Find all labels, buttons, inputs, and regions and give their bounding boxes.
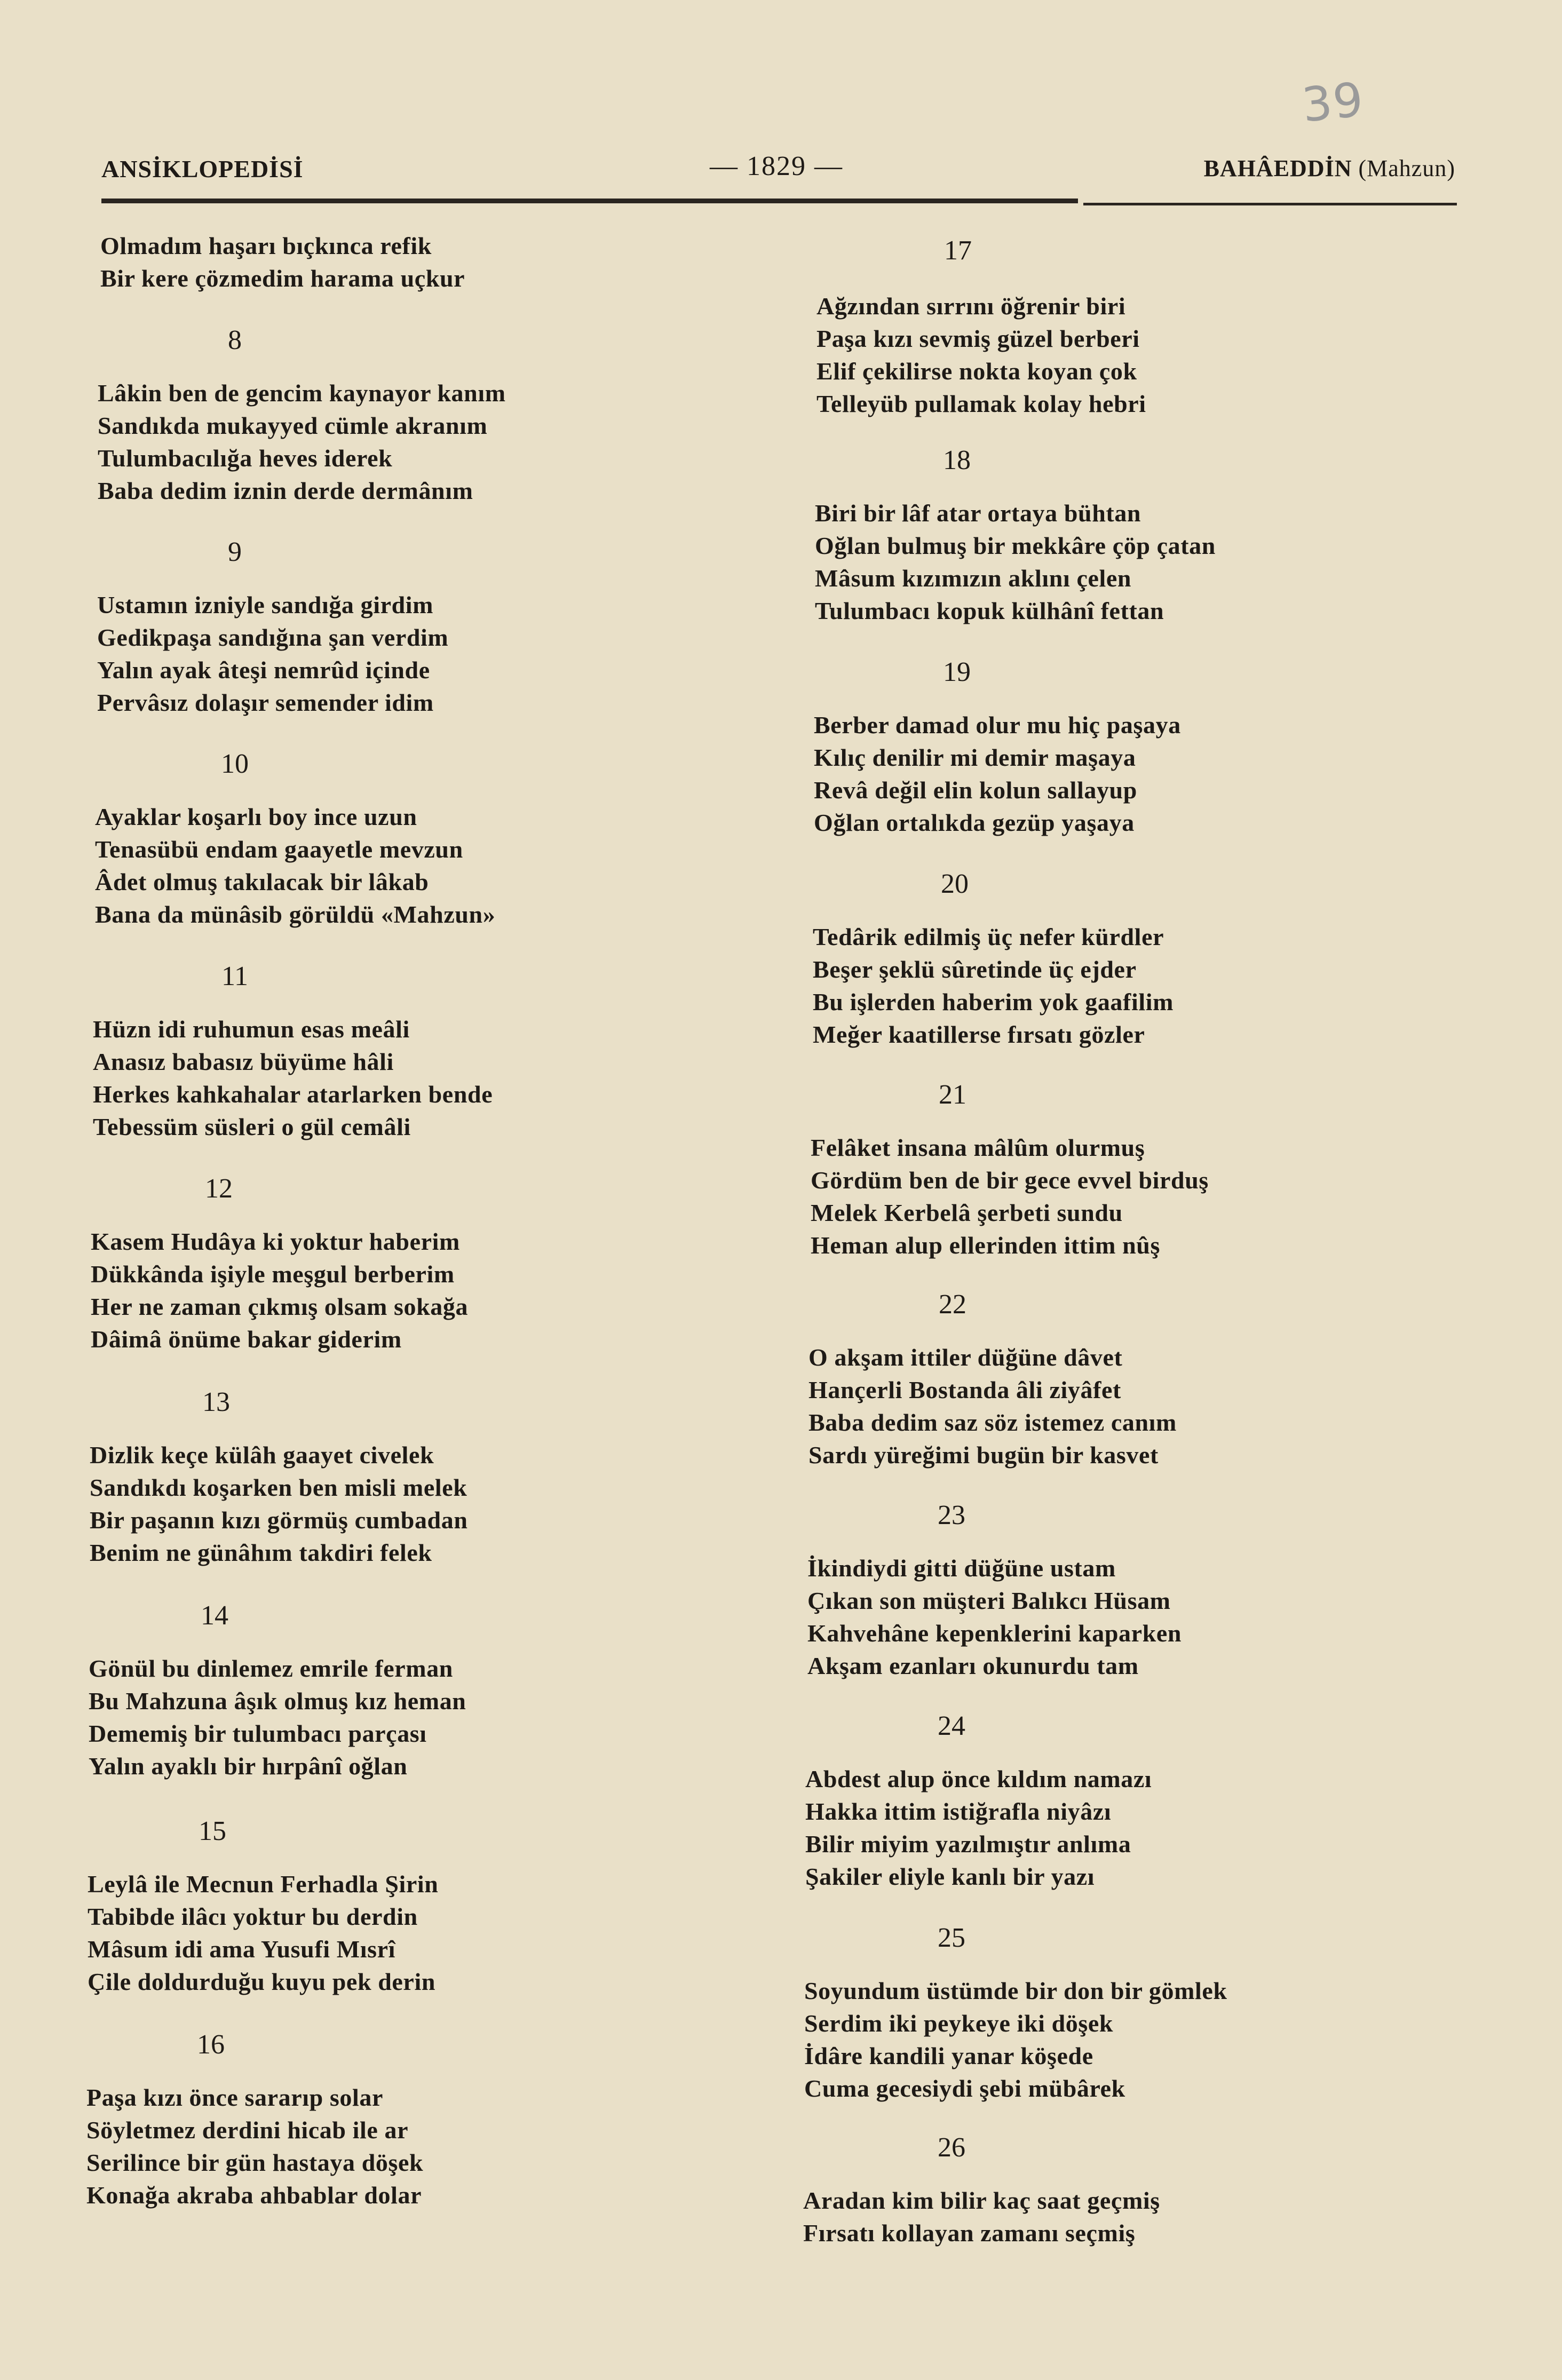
verse-line: Dememiş bir tulumbacı parçası	[89, 1720, 427, 1747]
verse-line: Dâimâ önüme bakar giderim	[91, 1326, 402, 1353]
verse-line: Ayaklar koşarlı boy ince uzun	[95, 803, 417, 830]
verse-line: Dizlik keçe külâh gaayet civelek	[90, 1441, 434, 1469]
verse-line: Meğer kaatillerse fırsatı gözler	[813, 1021, 1145, 1048]
header-rule	[101, 199, 1078, 203]
stanza-number: 22	[939, 1289, 966, 1320]
stanza-number: 14	[201, 1600, 228, 1631]
verse-line: Olmadım haşarı bıçkınca refik	[100, 232, 432, 259]
verse-line: Biri bir lâf atar ortaya bühtan	[815, 499, 1141, 527]
verse-line: Fırsatı kollayan zamanı seçmiş	[803, 2219, 1136, 2247]
verse-line: Âdet olmuş takılacak bir lâkab	[95, 868, 429, 895]
verse-line: Sandıkdı koşarken ben misli melek	[90, 1474, 467, 1501]
stanza-number: 12	[205, 1173, 233, 1204]
verse-line: Serdim iki peykeye iki döşek	[804, 2010, 1114, 2037]
verse-line: İkindiydi gitti düğüne ustam	[807, 1554, 1116, 1582]
verse-line: Tedârik edilmiş üç nefer kürdler	[813, 923, 1164, 950]
verse-line: Baba dedim saz söz istemez canım	[808, 1409, 1177, 1436]
stanza-number: 26	[938, 2132, 965, 2163]
stanza-number: 19	[943, 657, 971, 687]
verse-line: Soyundum üstümde bir don bir gömlek	[804, 1977, 1227, 2004]
stanza-number: 16	[197, 2029, 225, 2060]
verse-line: Heman alup ellerinden ittim nûş	[811, 1232, 1160, 1259]
verse-line: Tulumbacılığa heves iderek	[98, 445, 393, 472]
page-header	[96, 150, 1455, 193]
verse-line: Kahvehâne kepenklerini kaparken	[807, 1620, 1182, 1647]
stanza-number: 13	[202, 1387, 230, 1417]
header-left-title: ANSİKLOPEDİSİ	[101, 155, 304, 183]
stanza-number: 10	[221, 749, 249, 779]
verse-line: Tebessüm süsleri o gül cemâli	[93, 1113, 411, 1140]
verse-line: Pervâsız dolaşır semender idim	[97, 689, 434, 716]
verse-line: Şakiler eliyle kanlı bir yazı	[805, 1863, 1095, 1890]
verse-line: Herkes kahkahalar atarlarken bende	[93, 1081, 493, 1108]
verse-line: İdâre kandili yanar köşede	[804, 2042, 1093, 2069]
verse-line: Çile doldurduğu kuyu pek derin	[88, 1968, 436, 1995]
stanza-number: 18	[943, 445, 971, 475]
verse-line: Mâsum idi ama Yusufi Mısrî	[88, 1935, 396, 1963]
verse-line: Aradan kim bilir kaç saat geçmiş	[803, 2187, 1160, 2214]
verse-line: O akşam ittiler düğüne dâvet	[808, 1344, 1123, 1371]
verse-line: Elif çekilirse nokta koyan çok	[816, 358, 1137, 385]
verse-line: Gedikpaşa sandığına şan verdim	[97, 624, 449, 651]
header-right-main: BAHÂEDDİN	[1203, 155, 1352, 181]
header-rule-right	[1083, 203, 1457, 205]
handwritten-page-number: 39	[1299, 72, 1367, 133]
verse-line: Konağa akraba ahbablar dolar	[86, 2181, 422, 2209]
verse-line: Mâsum kızımızın aklını çelen	[815, 565, 1132, 592]
stanza-number: 24	[938, 1711, 965, 1741]
verse-line: Leylâ ile Mecnun Ferhadla Şirin	[88, 1870, 439, 1898]
verse-line: Hüzn idi ruhumun esas meâli	[93, 1016, 410, 1043]
page-number: — 1829 —	[710, 151, 843, 181]
stanza-number: 25	[938, 1923, 965, 1953]
verse-line: Söyletmez derdini hicab ile ar	[86, 2116, 409, 2144]
verse-line: Gördüm ben de bir gece evvel birduş	[811, 1167, 1209, 1194]
verse-line: Oğlan ortalıkda gezüp yaşaya	[814, 809, 1135, 836]
verse-line: Bu Mahzuna âşık olmuş kız heman	[89, 1687, 466, 1715]
verse-line: Bana da münâsib görüldü «Mahzun»	[95, 901, 496, 928]
verse-line: Ustamın izniyle sandığa girdim	[97, 591, 434, 618]
verse-line: Benim ne günâhım takdiri felek	[90, 1539, 432, 1566]
verse-line: Berber damad olur mu hiç paşaya	[814, 711, 1181, 739]
verse-line: Gönül bu dinlemez emrile ferman	[89, 1655, 453, 1682]
verse-line: Çıkan son müşteri Balıkcı Hüsam	[807, 1587, 1171, 1614]
verse-line: Kılıç denilir mi demir maşaya	[814, 744, 1136, 771]
verse-line: Melek Kerbelâ şerbeti sundu	[811, 1199, 1123, 1226]
verse-line: Lâkin ben de gencim kaynayor kanım	[98, 379, 506, 407]
verse-line: Paşa kızı önce sararıp solar	[86, 2084, 383, 2111]
verse-line: Tenasübü endam gaayetle mevzun	[95, 836, 463, 863]
verse-line: Yalın ayaklı bir hırpânî oğlan	[89, 1752, 408, 1780]
verse-line: Baba dedim iznin derde dermânım	[98, 477, 473, 504]
verse-line: Revâ değil elin kolun sallayup	[814, 776, 1137, 804]
verse-line: Oğlan bulmuş bir mekkâre çöp çatan	[815, 532, 1216, 559]
verse-line: Her ne zaman çıkmış olsam sokağa	[91, 1293, 469, 1320]
verse-line: Hançerli Bostanda âli ziyâfet	[808, 1376, 1121, 1403]
verse-line: Hakka ittim istiğrafla niyâzı	[805, 1798, 1112, 1825]
verse-line: Bir paşanın kızı görmüş cumbadan	[90, 1506, 468, 1534]
verse-line: Sardı yüreğimi bugün bir kasvet	[808, 1441, 1159, 1469]
verse-line: Tabibde ilâcı yoktur bu derdin	[88, 1903, 418, 1930]
verse-line: Sandıkda mukayyed cümle akranım	[98, 412, 488, 439]
header-right-title	[1204, 155, 1455, 182]
verse-line: Kasem Hudâya ki yoktur haberim	[91, 1228, 460, 1255]
verse-line: Yalın ayak âteşi nemrûd içinde	[97, 656, 430, 684]
verse-line: Beşer şeklü sûretinde üç ejder	[813, 956, 1137, 983]
verse-line: Serilince bir gün hastaya döşek	[86, 2149, 424, 2176]
stanza-number: 9	[228, 537, 242, 567]
verse-line: Bu işlerden haberim yok gaafilim	[813, 988, 1174, 1016]
verse-line: Paşa kızı sevmiş güzel berberi	[816, 325, 1140, 352]
stanza-number: 8	[228, 325, 242, 355]
verse-line: Tulumbacı kopuk külhânî fettan	[815, 597, 1164, 624]
verse-line: Bilir miyim yazılmıştır anlıma	[805, 1830, 1131, 1858]
stanza-number: 11	[221, 961, 249, 991]
verse-line: Dükkânda işiyle meşgul berberim	[91, 1260, 455, 1288]
stanza-number: 15	[199, 1816, 226, 1846]
verse-line: Telleyüb pullamak kolay hebri	[816, 390, 1146, 417]
verse-line: Abdest alup önce kıldım namazı	[805, 1765, 1152, 1792]
verse-line: Bir kere çözmedim harama uçkur	[100, 265, 465, 292]
verse-line: Anasız babasız büyüme hâli	[93, 1048, 394, 1075]
verse-line: Ağzından sırrını öğrenir biri	[816, 292, 1126, 320]
verse-line: Akşam ezanları okunurdu tam	[807, 1652, 1139, 1679]
verse-line: Felâket insana mâlûm olurmuş	[811, 1134, 1145, 1161]
stanza-number: 17	[944, 235, 972, 266]
stanza-number: 21	[939, 1080, 966, 1110]
verse-line: Cuma gecesiydi şebi mübârek	[804, 2075, 1125, 2102]
stanza-number: 20	[941, 869, 969, 899]
stanza-number: 23	[938, 1500, 965, 1530]
header-right-sub: (Mahzun)	[1358, 155, 1455, 181]
